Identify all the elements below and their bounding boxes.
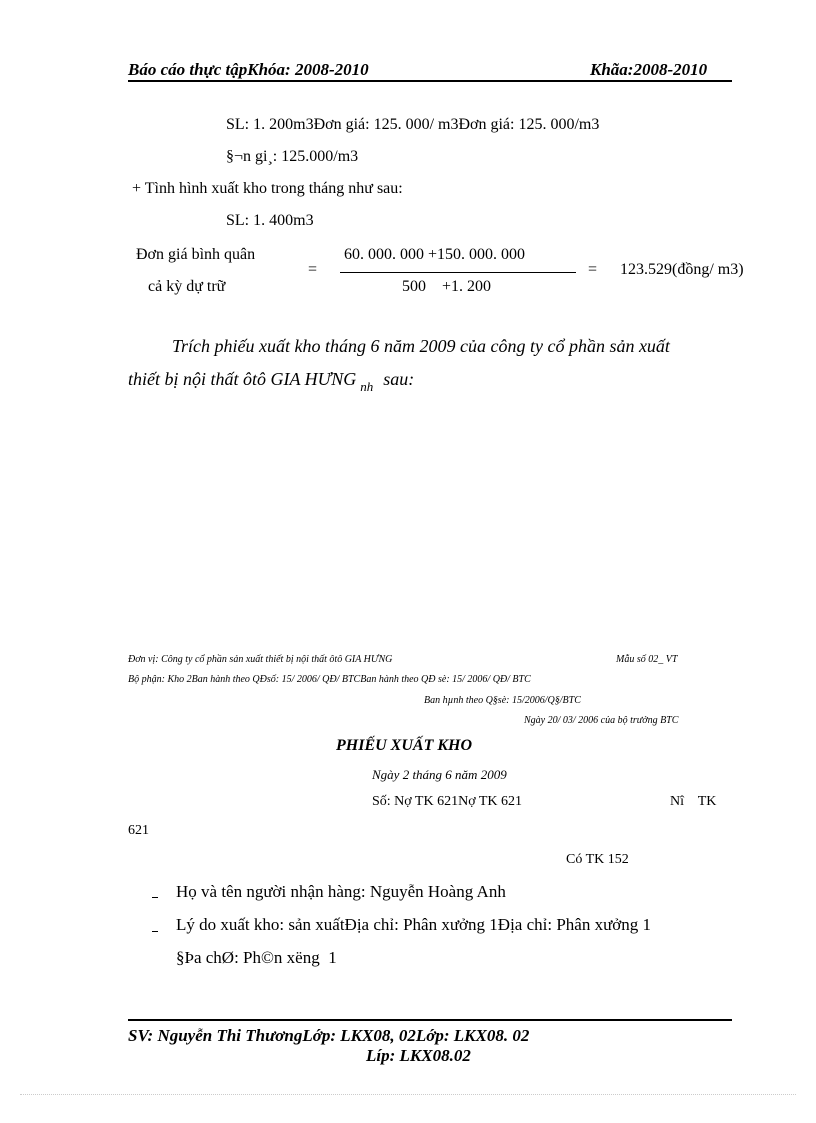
form-code: Mẫu số 02_ VT bbox=[616, 654, 678, 665]
formula-equals-2: = bbox=[588, 261, 598, 278]
credit-account-line: Có TK 152 bbox=[566, 852, 629, 867]
department-line: Bộ phận: Kho 2Ban hành theo QĐsố: 15/ 2006/ QĐ/ BTCBan hành theo QĐ sè: 15/ 2006/ QĐ/ BTC bbox=[128, 674, 531, 685]
paragraph-tail: sau: bbox=[383, 369, 415, 389]
quantity-1200-line: SL: 1. 200m3Đơn giá: 125. 000/ m3Đơn giá: 125. 000/m3 bbox=[226, 116, 600, 133]
export-status-line: + Tình hình xuất kho trong tháng như sau: bbox=[132, 180, 403, 197]
unit-name: Đơn vị: Công ty cổ phần sản xuất thiết bị nội thất ôtô GIA HƯNG bbox=[128, 654, 393, 665]
formula-equals-1: = bbox=[308, 261, 318, 278]
footer-class-line: Líp: LKX08.02 bbox=[366, 1046, 471, 1065]
recipient-line: Họ và tên người nhận hàng: Nguyễn Hoàng Anh bbox=[176, 882, 506, 901]
intro-paragraph-line2 bbox=[128, 369, 415, 394]
decision-date-line: Ngày 20/ 03/ 2006 của bộ trưởng BTC bbox=[524, 715, 679, 726]
formula-numerator: 60. 000. 000 +150. 000. 000 bbox=[344, 246, 526, 263]
header-right: Khãa:2008-2010 bbox=[590, 60, 708, 79]
decision-line: Ban hµnh theo Q§sè: 15/2006/Q§/BTC bbox=[424, 695, 581, 706]
form-date: Ngày 2 tháng 6 năm 2009 bbox=[372, 767, 507, 782]
bullet-dash-1 bbox=[152, 897, 158, 898]
debit-account-right: Nî TK bbox=[670, 794, 717, 809]
subscript-text: nh bbox=[360, 379, 374, 394]
header-rule bbox=[128, 80, 732, 82]
formula-label-line2: cả kỳ dự trữ bbox=[148, 278, 226, 295]
debit-account-line: Số: Nợ TK 621Nợ TK 621 bbox=[372, 794, 523, 809]
formula-denominator: 500 +1. 200 bbox=[402, 278, 492, 295]
footer-student-line: SV: Nguyễn Thi ThươngLớp: LKX08, 02Lớp: LKX08. 02 bbox=[128, 1026, 530, 1045]
header-left: Báo cáo thực tậpKhóa: 2008-2010 bbox=[128, 60, 369, 79]
formula-label-line1: Đơn giá bình quân bbox=[136, 246, 256, 263]
footer-rule bbox=[128, 1019, 732, 1021]
unit-price-garbled-line: §¬n gi¸: 125.000/m3 bbox=[226, 148, 359, 165]
intro-paragraph-line1: Trích phiếu xuất kho tháng 6 năm 2009 của công ty cổ phần sản xuất bbox=[172, 336, 670, 356]
formula-result: 123.529(đồng/ m3) bbox=[620, 261, 744, 278]
quantity-1400-line: SL: 1. 400m3 bbox=[226, 212, 314, 229]
fraction-bar bbox=[340, 272, 576, 273]
bullet-dash-2 bbox=[152, 931, 158, 932]
account-621: 621 bbox=[128, 823, 149, 838]
address-garbled-line: §Þa chØ: Ph©n xëng 1 bbox=[176, 948, 337, 967]
company-name-text: thiết bị nội thất ôtô GIA HƯNG bbox=[128, 369, 357, 389]
export-reason-line: Lý do xuất kho: sản xuấtĐịa chỉ: Phân xưởng 1Địa chỉ: Phân xưởng 1 bbox=[176, 915, 652, 934]
form-title: PHIẾU XUẤT KHO bbox=[336, 737, 473, 754]
page-bottom-border bbox=[20, 1094, 796, 1095]
